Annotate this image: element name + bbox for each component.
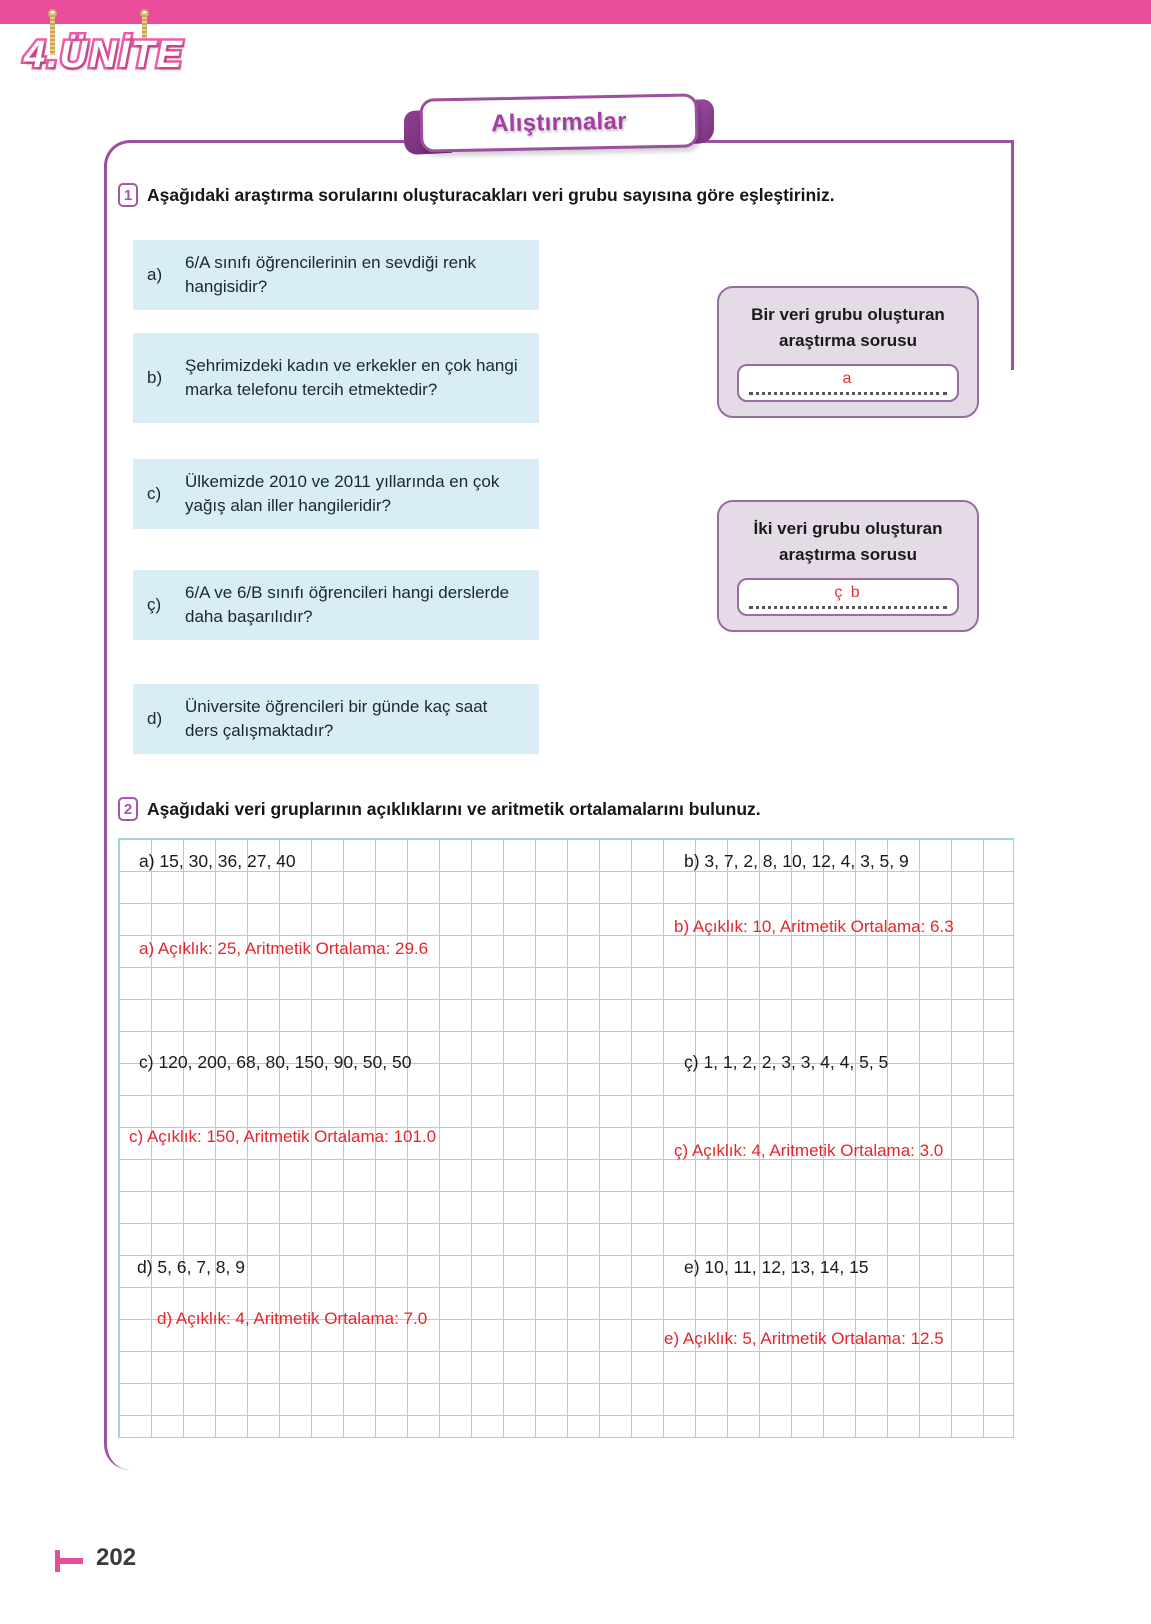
dataset-c-label: c) 120, 200, 68, 80, 150, 90, 50, 50 [139, 1052, 412, 1072]
worksheet-grid[interactable] [118, 838, 1014, 1438]
option-d-text: Üniversite öğrencileri bir günde kaç saat ders çalışmaktadır? [185, 697, 488, 740]
option-b-letter: b) [147, 368, 163, 387]
option-b-text: Şehrimizdeki kadın ve erkekler en çok hangi marka telefonu tercih etmektedir? [185, 356, 518, 399]
dataset-cedilla-c-label: ç) 1, 1, 2, 2, 3, 3, 4, 4, 5, 5 [684, 1052, 889, 1072]
question-1-prompt: Aşağıdaki araştırma sorularını oluşturacakları veri grubu sayısına göre eşleştiriniz. [147, 185, 835, 205]
dataset-a-answer: a) Açıklık: 25, Aritmetik Ortalama: 29.6 [139, 939, 429, 958]
option-cedilla-c-text: 6/A ve 6/B sınıfı öğrencileri hangi derslerde daha başarılıdır? [185, 583, 510, 626]
section-banner [404, 96, 710, 158]
concept-box-one-data-group[interactable] [717, 286, 979, 418]
dataset-d-answer: d) Açıklık: 4, Aritmetik Ortalama: 7.0 [157, 1309, 428, 1328]
question-2-header [118, 797, 761, 821]
dataset-a-label: a) 15, 30, 36, 27, 40 [139, 851, 296, 871]
option-box-cedilla-c[interactable] [133, 570, 539, 640]
question-1-number: 1 [118, 183, 138, 207]
concept-one-dotted-line [749, 392, 947, 395]
concept-two-dotted-line [749, 606, 947, 609]
concept-one-answer: a [842, 370, 854, 387]
option-box-d[interactable] [133, 684, 539, 754]
concept-box-two-data-groups[interactable] [717, 500, 979, 632]
concept-two-title: İki veri grubu oluşturan araştırma sorusu [753, 519, 943, 564]
option-c-text: Ülkemizde 2010 ve 2011 yıllarında en çok yağış alan iller hangileridir? [185, 472, 500, 515]
banner-plate [420, 93, 699, 152]
option-box-b[interactable] [133, 333, 539, 423]
dataset-c-answer: c) Açıklık: 150, Aritmetik Ortalama: 101.0 [129, 1127, 437, 1146]
dataset-cedilla-c-answer: ç) Açıklık: 4, Aritmetik Ortalama: 3.0 [674, 1141, 944, 1160]
concept-two-answer: ç b [834, 584, 862, 601]
unit-badge-label: 4.ÜNİTE [24, 34, 184, 76]
dataset-b-answer: b) Açıklık: 10, Aritmetik Ortalama: 6.3 [674, 917, 954, 936]
question-2-number: 2 [118, 797, 138, 821]
footer-accent-bar [55, 1558, 83, 1564]
concept-one-title: Bir veri grubu oluşturan araştırma sorusu [751, 305, 945, 350]
option-c-letter: c) [147, 484, 162, 503]
concept-one-answer-slot[interactable] [737, 364, 959, 402]
option-a-text: 6/A sınıfı öğrencilerinin en sevdiği renk hangisidir? [185, 253, 477, 296]
option-box-a[interactable] [133, 240, 539, 310]
page-number: 202 [96, 1544, 137, 1571]
banner-title: Alıştırmalar [490, 107, 628, 138]
option-box-c[interactable] [133, 459, 539, 529]
option-d-letter: d) [147, 709, 163, 728]
unit-badge [24, 8, 184, 86]
option-cedilla-c-letter: ç) [147, 595, 162, 614]
dataset-e-label: e) 10, 11, 12, 13, 14, 15 [684, 1257, 869, 1277]
option-a-letter: a) [147, 265, 163, 284]
content-frame-right-edge [1011, 140, 1014, 370]
dataset-e-answer: e) Açıklık: 5, Aritmetik Ortalama: 12.5 [664, 1329, 944, 1348]
concept-two-answer-slot[interactable] [737, 578, 959, 616]
dataset-d-label: d) 5, 6, 7, 8, 9 [137, 1257, 245, 1277]
question-1-header [118, 183, 835, 207]
dataset-b-label: b) 3, 7, 2, 8, 10, 12, 4, 3, 5, 9 [684, 851, 909, 871]
question-2-prompt: Aşağıdaki veri gruplarının açıklıklarını ve aritmetik ortalamalarını bulunuz. [147, 799, 761, 819]
